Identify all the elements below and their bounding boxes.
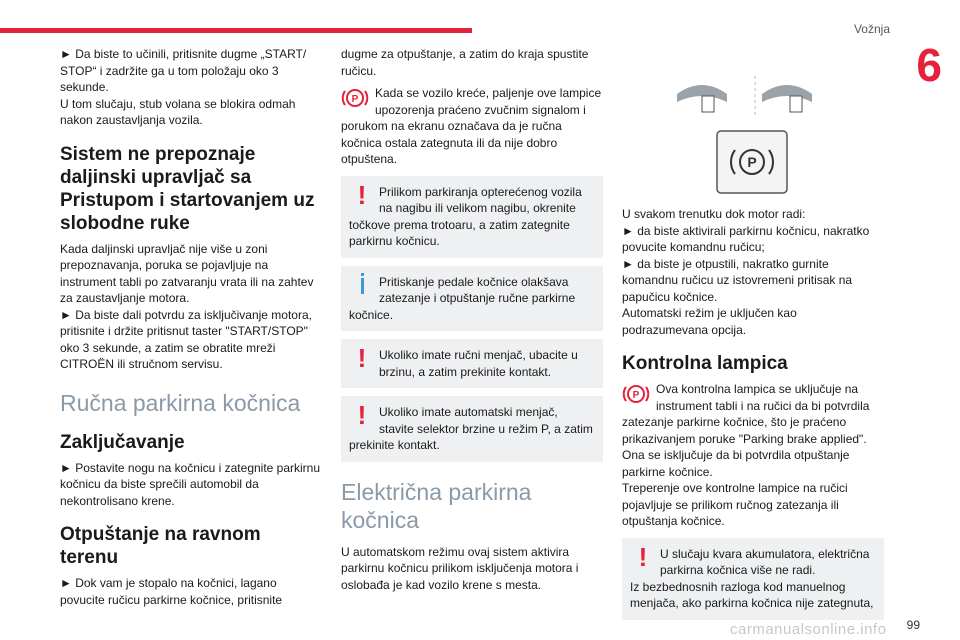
paragraph: ► da biste aktivirali parkirnu kočnicu, nakratko povucite komandnu ručicu; <box>622 223 870 254</box>
paragraph: Automatski režim je uključen kao podrazumevana opcija. <box>622 306 797 337</box>
info-notice <box>341 266 603 332</box>
paragraph: U svakom trenutku dok motor radi: <box>622 207 806 221</box>
warning-lamp-block <box>341 85 603 168</box>
watermark: carmanualsonline.info <box>730 621 887 638</box>
svg-text:P: P <box>632 390 640 401</box>
heading-release: Otpuštanje na ravnom terenu <box>60 524 261 568</box>
top-accent-bar <box>0 28 472 33</box>
brake-lever-illustration <box>622 46 884 196</box>
column-2 <box>341 46 603 593</box>
paragraph: Ova kontrolna lampica se uključuje na instrument tabli i na ručici da bi potvrdila zatezanje parkirne kočnice, što je praćeno prikazivanjem poruke "Parking brake applied". <box>622 382 870 446</box>
warning-notice <box>341 176 603 258</box>
brake-lever-diagram-icon <box>622 46 884 196</box>
paragraph: Kada daljinski upravljač nije više u zoni prepoznavanja, poruka se pojavljuje na instrument tabli po zatvaranju vrata ili na zahtev za zaustavljanje motora. <box>60 241 314 305</box>
section-header: Vožnja <box>853 22 890 36</box>
notice-text: U slučaju kvara akumulatora, električna parkirna kočnica više ne radi. <box>660 546 870 577</box>
paragraph: ► Postavite nogu na kočnicu i zategnite parkirnu kočnicu da biste sprečili automobil da nekontrolisano krene. <box>60 460 321 508</box>
page-number: 99 <box>906 618 920 632</box>
paragraph: dugme za otpuštanje, a zatim do kraja spustite ručicu. <box>341 47 589 78</box>
notice-text: Iz bezbednosnih razloga kod manuelnog menjača, ako parkirna kočnica nije zategnuta, <box>630 579 874 610</box>
warning-notice <box>341 396 603 462</box>
heading-locking: Zaključavanje <box>60 431 185 453</box>
heading-electric-parking-brake: Električna parkirna kočnica <box>341 478 532 533</box>
paragraph: U automatskom režimu ovaj sistem aktivira parkirnu kočnicu prilikom isključenja motora i oslobađa je kad vozilo krene s mesta. <box>341 544 579 592</box>
paragraph: Kada se vozilo kreće, paljenje ove lampice upozorenja praćeno zvučnim signalom i porukom na ekranu označava da je ručna kočnica ostala zategnuta ili da nije dobro otpuštena. <box>341 86 602 166</box>
paragraph: Treperenje ove kontrolne lampice na ručici pojavljuje se prilikom ručnog zatezanja ili otpuštanja kočnice. <box>622 481 848 528</box>
notice-text: Ukoliko imate ručni menjač, ubacite u brzinu, a zatim prekinite kontakt. <box>379 348 578 379</box>
svg-text:P: P <box>351 94 359 105</box>
warning-notice <box>341 339 603 388</box>
column-3 <box>622 46 884 628</box>
notice-text: Prilikom parkiranja opterećenog vozila na nagibu ili velikom nagibu, okrenite točkove prema trotoaru, a zatim zategnite parkirnu kočnicu. <box>349 184 582 248</box>
notice-text: Ukoliko imate automatski menjač, stavite selektor brzine u režim P, a zatim prekinite kontakt. <box>349 405 593 452</box>
heading-remote-not-detected: Sistem ne prepoznaje daljinski upravljač sa Pristupom i startovanjem uz slobodne ruke <box>60 143 315 234</box>
paragraph: U tom slučaju, stub volana se blokira odmah nakon zaustavljanja vozila. <box>60 96 296 127</box>
notice-text: Pritiskanje pedale kočnice olakšava zatezanje i otpuštanje ručne parkirne kočnice. <box>349 274 576 322</box>
parking-brake-icon <box>341 85 369 111</box>
exclamation-icon: ! <box>638 541 648 572</box>
heading-manual-parking-brake: Ručna parkirna kočnica <box>60 389 301 416</box>
warning-notice <box>622 538 884 620</box>
paragraph: ► da biste je otpustili, nakratko gurnite komandnu ručicu uz istovremeni pritisak na papučicu kočnice. <box>622 256 853 304</box>
exclamation-icon: ! <box>357 179 367 210</box>
paragraph: ► Da biste to učinili, pritisnite dugme „START/ STOP“ i zadržite ga u tom položaju oko 3 sekunde. <box>60 47 307 94</box>
heading-indicator-lamp: Kontrolna lampica <box>622 353 788 374</box>
paragraph: ► Da biste dali potvrdu za isključivanje motora, pritisnite i držite pritisnut taster "START/STOP" oko 3 sekunde, a zatim se obratite mreži CITROËN ili stručnom servisu. <box>60 307 312 371</box>
exclamation-icon: ! <box>357 400 367 430</box>
indicator-lamp-block <box>622 381 884 447</box>
paragraph: Ona se isključuje da bi potvrdila otpuštanje parkirne kočnice. <box>622 448 850 479</box>
svg-text:P: P <box>747 154 757 170</box>
parking-brake-icon <box>622 381 650 407</box>
info-icon <box>349 274 375 296</box>
column-1 <box>60 46 322 608</box>
paragraph: ► Dok vam je stopalo na kočnici, lagano povucite ručicu parkirne kočnice, pritisnite <box>60 576 283 607</box>
exclamation-icon: ! <box>357 343 367 373</box>
chapter-number: 6 <box>916 39 942 91</box>
